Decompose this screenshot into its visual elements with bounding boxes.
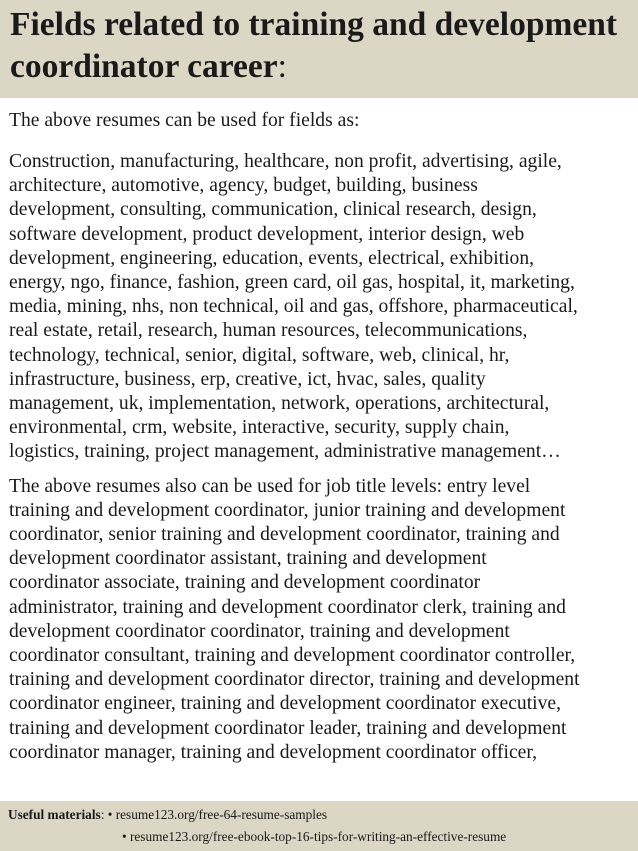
job-titles-line: training and development coordinator, junior training and development xyxy=(9,499,566,521)
job-titles-line: development coordinator coordinator, training and development xyxy=(9,620,510,642)
page-title-colon: : xyxy=(277,48,287,85)
job-titles-line: The above resumes also can be used for job title levels: entry level xyxy=(9,475,531,497)
footer-link-resume-samples[interactable]: • resume123.org/free-64-resume-samples xyxy=(107,807,328,822)
fields-line: real estate, retail, research, human resources, telecommunications, xyxy=(9,320,528,342)
job-titles-line: coordinator, senior training and development coordinator, training and xyxy=(9,524,560,546)
job-titles-paragraph xyxy=(9,475,636,765)
fields-line: energy, ngo, finance, fashion, green card, oil gas, hospital, it, marketing, xyxy=(9,272,575,294)
fields-line: development, consulting, communication, clinical research, design, xyxy=(9,199,537,221)
fields-line: development, engineering, education, events, electrical, exhibition, xyxy=(9,247,535,269)
fields-line: media, mining, nhs, non technical, oil and gas, offshore, pharmaceutical, xyxy=(9,296,578,318)
job-titles-line: coordinator consultant, training and development coordinator controller, xyxy=(9,645,576,667)
job-titles-line: coordinator engineer, training and development coordinator executive, xyxy=(9,693,561,715)
footer-label: Useful materials xyxy=(8,807,101,822)
title-banner xyxy=(0,0,638,98)
footer-row-1 xyxy=(8,804,327,826)
job-titles-line: development coordinator assistant, training and development xyxy=(9,548,487,570)
job-titles-line: training and development coordinator leader, training and development xyxy=(9,717,567,739)
fields-line: infrastructure, business, erp, creative, ict, hvac, sales, quality xyxy=(9,368,486,390)
fields-line: Construction, manufacturing, healthcare, non profit, advertising, agile, xyxy=(9,151,562,172)
page-title xyxy=(10,4,630,88)
fields-line: environmental, crm, website, interactive, security, supply chain, xyxy=(9,417,510,439)
fields-line: management, uk, implementation, network, operations, architectural, xyxy=(9,393,550,415)
job-titles-line: coordinator associate, training and development coordinator xyxy=(9,572,481,594)
useful-materials-footer xyxy=(0,801,638,851)
fields-line: technology, technical, senior, digital, software, web, clinical, hr, xyxy=(9,344,510,366)
page-title-text: Fields related to training and development coordinator career xyxy=(10,6,618,85)
fields-line: logistics, training, project management, administrative management… xyxy=(9,441,561,463)
footer-link-ebook-tips[interactable]: • resume123.org/free-ebook-top-16-tips-for-writing-an-effective-resume xyxy=(122,829,507,844)
main-content xyxy=(9,108,636,801)
fields-line: software development, product development, interior design, web xyxy=(9,223,525,245)
intro-text: The above resumes can be used for fields as: xyxy=(9,110,360,131)
job-titles-line: training and development coordinator director, training and development xyxy=(9,669,580,691)
fields-paragraph xyxy=(9,150,636,465)
fields-line: architecture, automotive, agency, budget, building, business xyxy=(9,175,478,197)
footer-row-2 xyxy=(122,826,506,848)
job-titles-line: coordinator manager, training and development coordinator officer, xyxy=(9,741,537,763)
footer-label-colon: : xyxy=(100,807,105,822)
job-titles-line: administrator, training and development coordinator clerk, training and xyxy=(9,596,566,618)
